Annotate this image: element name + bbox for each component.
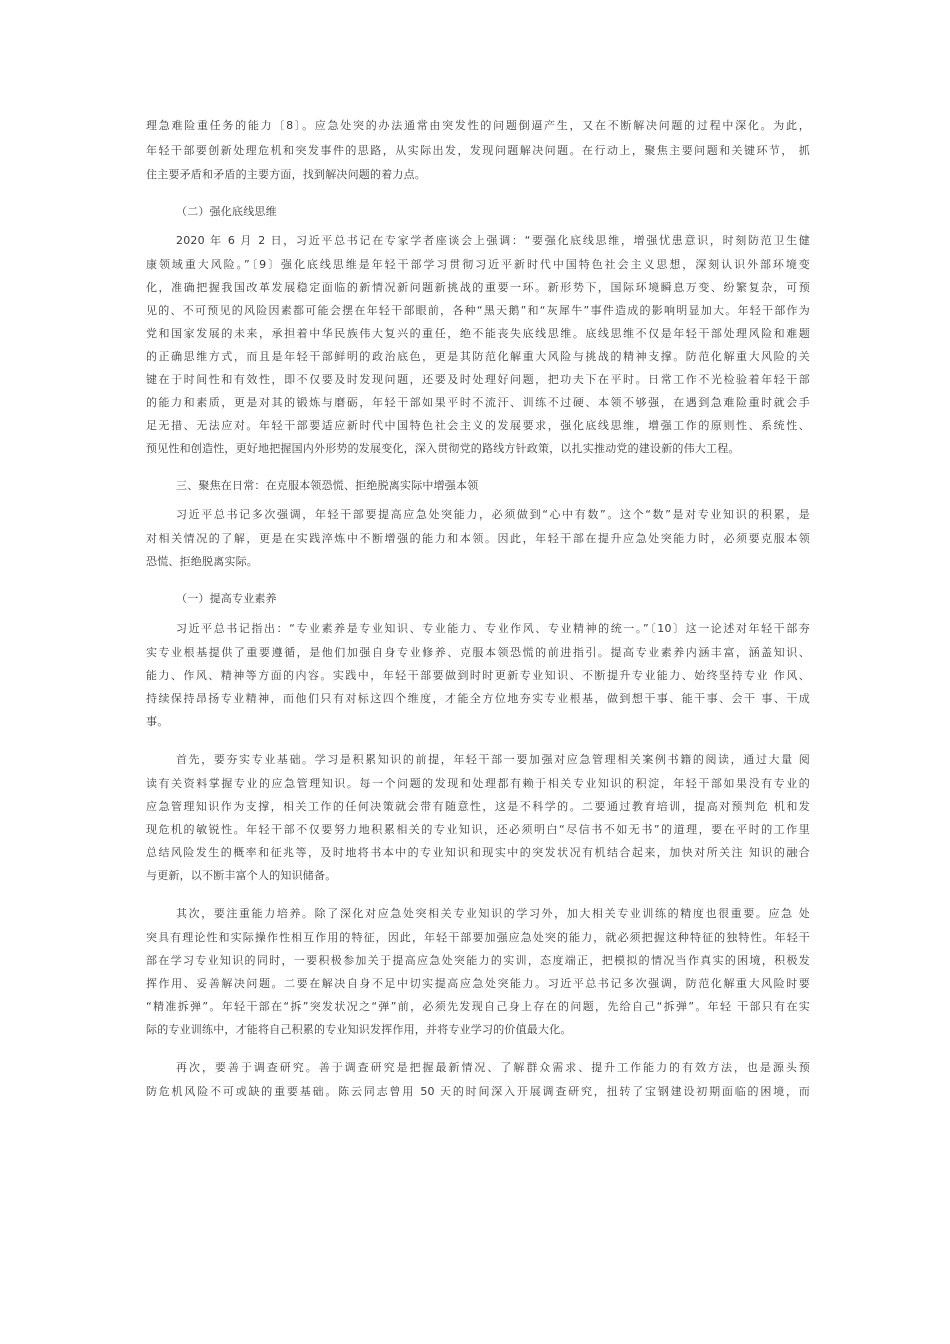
text-line: 读有关资料掌握专业的应急管理知识。每一个问题的发现和处理都有赖于相关专业知识的积淀，年轻干部如果没有专业的 (146, 777, 810, 790)
text-line: 足无措、无法应对。年轻干部要适应新时代中国特色社会主义的发展要求，强化底线思维，增强工作的原则性、系统性、 (146, 419, 810, 432)
text-line: 持续保持昂扬专业精神，而他们只有对标这四个维度，才能全方位地夯实专业根基，做到想干事、能干事、会干 事、干成 (146, 692, 810, 705)
text-line: 防危机风险不可或缺的重要基础。陈云同志曾用 50 天的时间深入开展调查研究，扭转了宝钢建设初期面临的困境，而 (146, 1085, 810, 1098)
text-line: 与更新，以不断丰富个人的知识储备。 (146, 869, 337, 882)
text-line: 突具有理论性和实际操作性相互作用的特征，因此，年轻干部要加强应急处突的能力，就必须把握这种特征的独特性。年轻干 (146, 931, 810, 944)
text-line: “精准拆弹”。年轻干部在“拆”突发状况之“弹”前，必须先发现自己身上存在的问题，先给自己“拆弹”。年轻 干部只有在实 (146, 1000, 810, 1013)
text-line: 总结风险发生的概率和征兆等，及时地将书本中的专业知识和现实中的突发状况有机结合起来，加快对所关注 知识的融合 (146, 846, 810, 859)
text-line: 能力、作风、精神等方面的内容。实践中，年轻干部要做到时时更新专业知识、不断提升专业能力、始终坚持专业 作风、 (146, 669, 810, 682)
text-line: 事。 (146, 715, 169, 728)
text-line: 再次，要善于调查研究。善于调查研究是把握最新情况、了解群众需求、提升工作能力的有效方法，也是源头预 (176, 1061, 810, 1074)
text-line: 康领域重大风险。”〔9〕强化底线思维是年轻干部学习贯彻习近平新时代中国特色社会主义思想，深刻认识外部环境变 (146, 258, 810, 271)
text-line: 部在学习专业知识的同时，一要积极参加关于提高应急处突能力的实训，态度端正，把模拟的情况当作真实的困境，积极发 (146, 954, 810, 967)
text-line: 的正确思维方式，而且是年轻干部鲜明的政治底色，更是其防范化解重大风险与挑战的精神支撑。防范化解重大风险的关 (146, 350, 810, 363)
section-heading: 三、聚焦在日常：在克服本领恐慌、拒绝脱离实际中增强本领 (176, 479, 479, 492)
text-line: 际的专业训练中，才能将自己积累的专业知识发挥作用，并将专业学习的价值最大化。 (146, 1023, 572, 1036)
text-line: 的能力和素质，更是对其的锻炼与磨砺，年轻干部如果平时不流汗、训练不过硬、本领不够强，在遇到急难险重时就会手 (146, 396, 810, 409)
text-line: 预见性和创造性，更好地把握国内外形势的发展变化，深入贯彻党的路线方针政策，以扎实推动党的建设新的伟大工程。 (146, 442, 740, 455)
text-line: 恐慌、拒绝脱离实际。 (146, 555, 258, 568)
text-line: 化，准确把握我国改革发展稳定面临的新情况新问题新挑战的重要一环。新形势下，国际环境瞬息万变、纷繁复杂，可预 (146, 281, 810, 294)
text-line: 住主要矛盾和矛盾的主要方面，找到解决问题的着力点。 (146, 168, 426, 181)
text-line: 习近平总书记指出：“专业素养是专业知识、专业能力、专业作风、专业精神的统一。”〔10〕这一论述对年轻干部夯 (176, 622, 810, 635)
text-line: 键在于时间性和有效性，即不仅要及时发现问题，还要及时处理好问题，把功夫下在平时。日常工作不光检验着年轻干部 (146, 373, 810, 386)
text-line: 挥作用、妥善解决问题。二要在解决自身不足中切实提高应急处突能力。习近平总书记多次强调，防范化解重大风险时要 (146, 977, 810, 990)
text-line: 实专业根基提供了重要遵循，是他们加强自身专业修养、克服本领恐慌的前进指引。提高专业素养内涵丰富，涵盖知识、 (146, 646, 810, 659)
text-line: 2020 年 6 月 2 日，习近平总书记在专家学者座谈会上强调：“要强化底线思维，增强忧患意识，时刻防范卫生健 (176, 234, 810, 247)
text-line: 对相关情况的了解，更是在实践淬炼中不断增强的能力和本领。因此，年轻干部在提升应急处突能力时，必须要克服本领 (146, 532, 810, 545)
text-line: 应急管理知识作为支撑，相关工作的任何决策就会带有随意性，这是不科学的。二要通过教育培训，提高对预判危 机和发 (146, 800, 810, 813)
section-heading: （二）强化底线思维 (176, 205, 277, 218)
section-heading: （一）提高专业素养 (176, 592, 277, 605)
text-line: 年轻干部要创新处理危机和突发事件的思路，从实际出发，发现问题解决问题。在行动上，聚焦主要问题和关键环节， 抓 (146, 144, 810, 157)
text-line: 党和国家发展的未来，承担着中华民族伟大复兴的重任，绝不能丧失底线思维。底线思维不仅是年轻干部处理风险和难题 (146, 327, 810, 340)
text-line: 其次，要注重能力培养。除了深化对应急处突相关专业知识的学习外，加大相关专业训练的精度也很重要。应急 处 (176, 907, 810, 920)
text-line: 现危机的敏锐性。年轻干部不仅要努力地积累相关的专业知识，还必须明白“尽信书不如无书”的道理，要在平时的工作里 (146, 823, 810, 836)
text-line: 习近平总书记多次强调，年轻干部要提高应急处突能力，必须做到“心中有数”。这个“数”是对专业知识的积累，是 (176, 508, 810, 521)
text-line: 首先，要夯实专业基础。学习是积累知识的前提，年轻干部一要加强对应急管理相关案例书籍的阅读，通过大量 阅 (176, 753, 810, 766)
text-line: 见的、不可预见的风险因素都可能会摆在年轻干部眼前，各种“黑天鹅”和“灰犀牛”事件造成的影响明显加大。年轻干部作为 (146, 304, 810, 317)
text-line: 理急难险重任务的能力〔8〕。应急处突的办法通常由突发性的问题倒逼产生，又在不断解决问题的过程中深化。为此， (146, 119, 810, 132)
